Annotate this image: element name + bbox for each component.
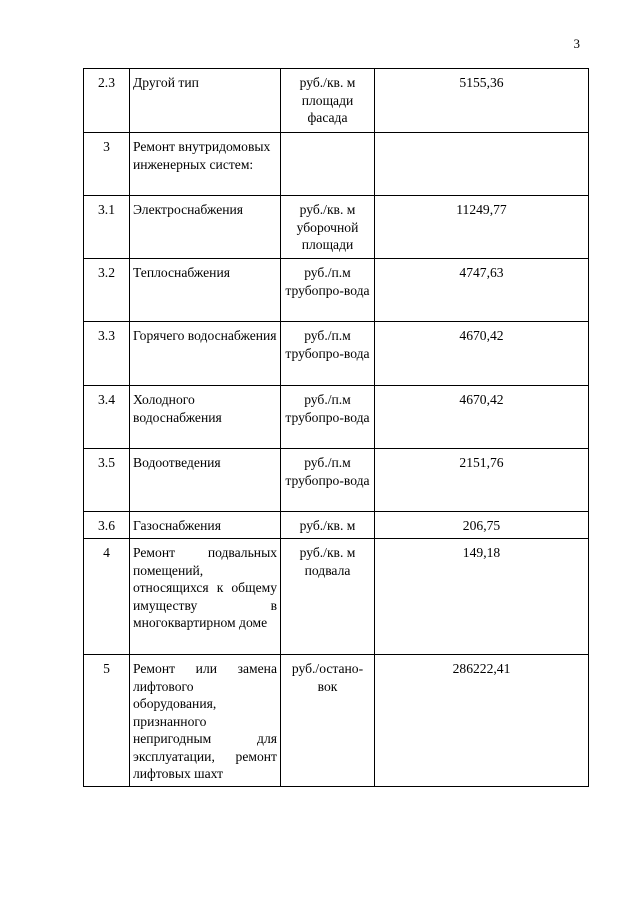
unit-of-measure: руб./п.м трубопро-вода [281,449,375,512]
cost-value: 4670,42 [375,386,589,449]
table-row [84,655,589,787]
cost-value: 206,75 [375,512,589,539]
table-row [84,512,589,539]
cost-value: 286222,41 [375,655,589,787]
page-number: 3 [573,36,580,51]
work-name: Газоснабжения [130,512,281,539]
unit-of-measure: руб./кв. м [281,512,375,539]
tariff-table [83,68,589,787]
row-number: 3.5 [84,449,130,512]
work-name: Водоотведения [130,449,281,512]
table-row [84,69,589,133]
cost-value: 4747,63 [375,259,589,322]
work-name: Ремонт или замена лифтового оборудования, признанного непригодным для эксплуатации, ремонт лифтовых шахт [130,655,281,787]
row-number: 4 [84,539,130,655]
unit-of-measure: руб./кв. м подвала [281,539,375,655]
table-row [84,196,589,259]
unit-of-measure [281,133,375,196]
table-row [84,259,589,322]
row-number: 2.3 [84,69,130,133]
work-name: Ремонт внутридомовых инженерных систем: [130,133,281,196]
work-name: Ремонт подвальных помещений, относящихся к общему имуществу в многоквартирном доме [130,539,281,655]
cost-value: 149,18 [375,539,589,655]
unit-of-measure: руб./кв. м уборочной площади [281,196,375,259]
cost-value: 11249,77 [375,196,589,259]
work-name: Электроснабжения [130,196,281,259]
cost-value: 5155,36 [375,69,589,133]
row-number: 3.1 [84,196,130,259]
unit-of-measure: руб./п.м трубопро-вода [281,386,375,449]
row-number: 3.3 [84,322,130,386]
unit-of-measure: руб./кв. м площади фасада [281,69,375,133]
row-number: 3 [84,133,130,196]
row-number: 5 [84,655,130,787]
unit-of-measure: руб./остано-вок [281,655,375,787]
table-row [84,539,589,655]
row-number: 3.6 [84,512,130,539]
unit-of-measure: руб./п.м трубопро-вода [281,322,375,386]
row-number: 3.2 [84,259,130,322]
work-name: Другой тип [130,69,281,133]
work-name: Горячего водоснабжения [130,322,281,386]
cost-value [375,133,589,196]
cost-value: 2151,76 [375,449,589,512]
table-row [84,386,589,449]
row-number: 3.4 [84,386,130,449]
work-name: Холодного водоснабжения [130,386,281,449]
table-row [84,322,589,386]
table-row [84,133,589,196]
work-name: Теплоснабжения [130,259,281,322]
unit-of-measure: руб./п.м трубопро-вода [281,259,375,322]
table-row [84,449,589,512]
cost-value: 4670,42 [375,322,589,386]
